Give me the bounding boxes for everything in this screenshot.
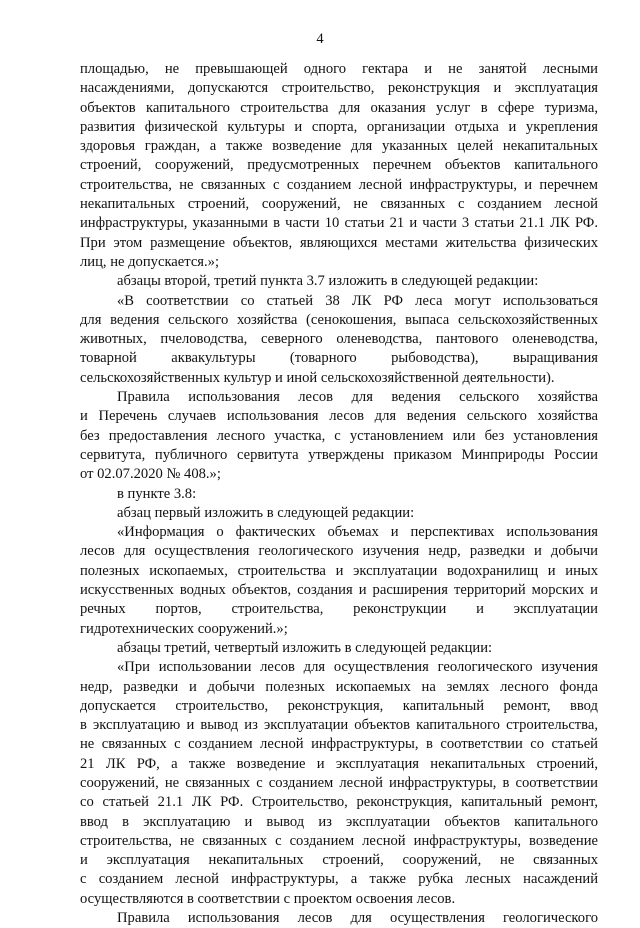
text-line: площадью, не превышающей одного гектара и не занятой лесными: [80, 61, 598, 77]
text-line: 21 ЛК РФ, а также возведение и эксплуатация некапитальных строений,: [80, 755, 598, 772]
text-line: в пункте 3.8:: [117, 485, 197, 502]
text-line: в эксплуатацию и вывод из эксплуатации объектов капитального строительства,: [80, 717, 598, 734]
text-line: лиц, не допускается.»;: [80, 253, 220, 270]
text-line: абзац первый изложить в следующей редакции:: [117, 504, 415, 521]
text-line: абзацы второй, третий пункта 3.7 изложить в следующей редакции:: [117, 273, 539, 290]
text-line: строительства, не связанных с созданием лесной инфраструктуры, возведение: [80, 832, 598, 849]
text-line: осуществляются в соответствии с проектом освоения лесов.: [80, 890, 456, 907]
text-line: некапитальных строений, сооружений, не связанных с созданием лесной: [80, 196, 598, 213]
text-line: строений, сооружений, предусмотренных перечнем объектов капитального: [80, 157, 598, 174]
page-number: 4: [316, 31, 324, 47]
text-line: товарной аквакультуры (товарного рыбоводства), выращивания: [80, 350, 598, 367]
text-line: инфраструктуры, указанными в части 10 статьи 21 и части 3 статьи 21.1 ЛК РФ.: [80, 215, 598, 232]
text-line: со статьей 21.1 ЛК РФ. Строительство, реконструкция, капитальный ремонт,: [80, 794, 598, 811]
text-line: с созданием лесной инфраструктуры, а также рубка лесных насаждений: [80, 871, 598, 888]
text-line: для ведения сельского хозяйства (сенокошения, выпаса сельскохозяйственных: [80, 311, 598, 328]
text-line: сервитута, публичного сервитута утверждены приказом Минприроды России: [80, 446, 598, 463]
text-line: «При использовании лесов для осуществления геологического изучения: [117, 659, 598, 676]
text-line: Правила использования лесов для осуществления геологического: [117, 910, 598, 927]
text-line: сооружений, не связанных с созданием лесной инфраструктуры, в соответствии: [80, 774, 598, 791]
text-line: от 02.07.2020 № 408.»;: [80, 466, 221, 483]
text-line: гидротехнических сооружений.»;: [80, 620, 288, 637]
text-line: и Перечень случаев использования лесов для ведения сельского хозяйства: [80, 408, 598, 425]
document-body: [80, 60, 598, 928]
text-line: объектов капитального строительства для оказания услуг в сфере туризма,: [80, 99, 598, 116]
text-line: полезных ископаемых, строительства и эксплуатации водохранилищ и иных: [80, 562, 598, 579]
text-line: недр, разведки и добычи полезных ископаемых на землях лесного фонда: [80, 678, 598, 695]
text-line: здоровья граждан, а также возведение для указанных целей некапитальных: [80, 138, 598, 155]
text-line: животных, пчеловодства, северного оленеводства, пантового оленеводства,: [80, 331, 598, 348]
text-line: строительства, не связанных с созданием лесной инфраструктуры, и перечнем: [80, 176, 598, 193]
text-line: без предоставления лесного участка, с установлением или без установления: [80, 427, 598, 444]
text-line: и эксплуатация некапитальных строений, сооружений, не связанных: [80, 852, 598, 869]
text-line: лесов для осуществления геологического изучения недр, разведки и добычи: [80, 543, 598, 560]
text-line: допускается строительство, реконструкция, капитальный ремонт, ввод: [80, 697, 598, 714]
text-line: При этом размещение объектов, являющихся местами жительства физических: [80, 234, 598, 251]
text-line: «В соответствии со статьей 38 ЛК РФ леса могут использоваться: [117, 292, 598, 309]
text-line: искусственных водных объектов, создания и расширения территорий морских и: [80, 582, 598, 599]
text-line: Правила использования лесов для ведения сельского хозяйства: [117, 389, 598, 406]
text-line: насаждениями, допускаются строительство, реконструкция и эксплуатация: [80, 80, 598, 97]
text-line: сельскохозяйственных культур и иной сельскохозяйственной деятельности).: [80, 369, 555, 386]
text-line: развития физической культуры и спорта, организации отдыха и укрепления: [80, 118, 598, 135]
text-line: ввод в эксплуатацию и вывод из эксплуатации объектов капитального: [80, 813, 598, 830]
text-line: не связанных с созданием лесной инфраструктуры, в соответствии со статьей: [80, 736, 598, 753]
text-line: речных портов, строительства, реконструкции и эксплуатации: [80, 601, 598, 618]
text-line: «Информация о фактических объемах и перспективах использования: [117, 524, 598, 541]
text-line: абзацы третий, четвертый изложить в следующей редакции:: [117, 639, 493, 656]
